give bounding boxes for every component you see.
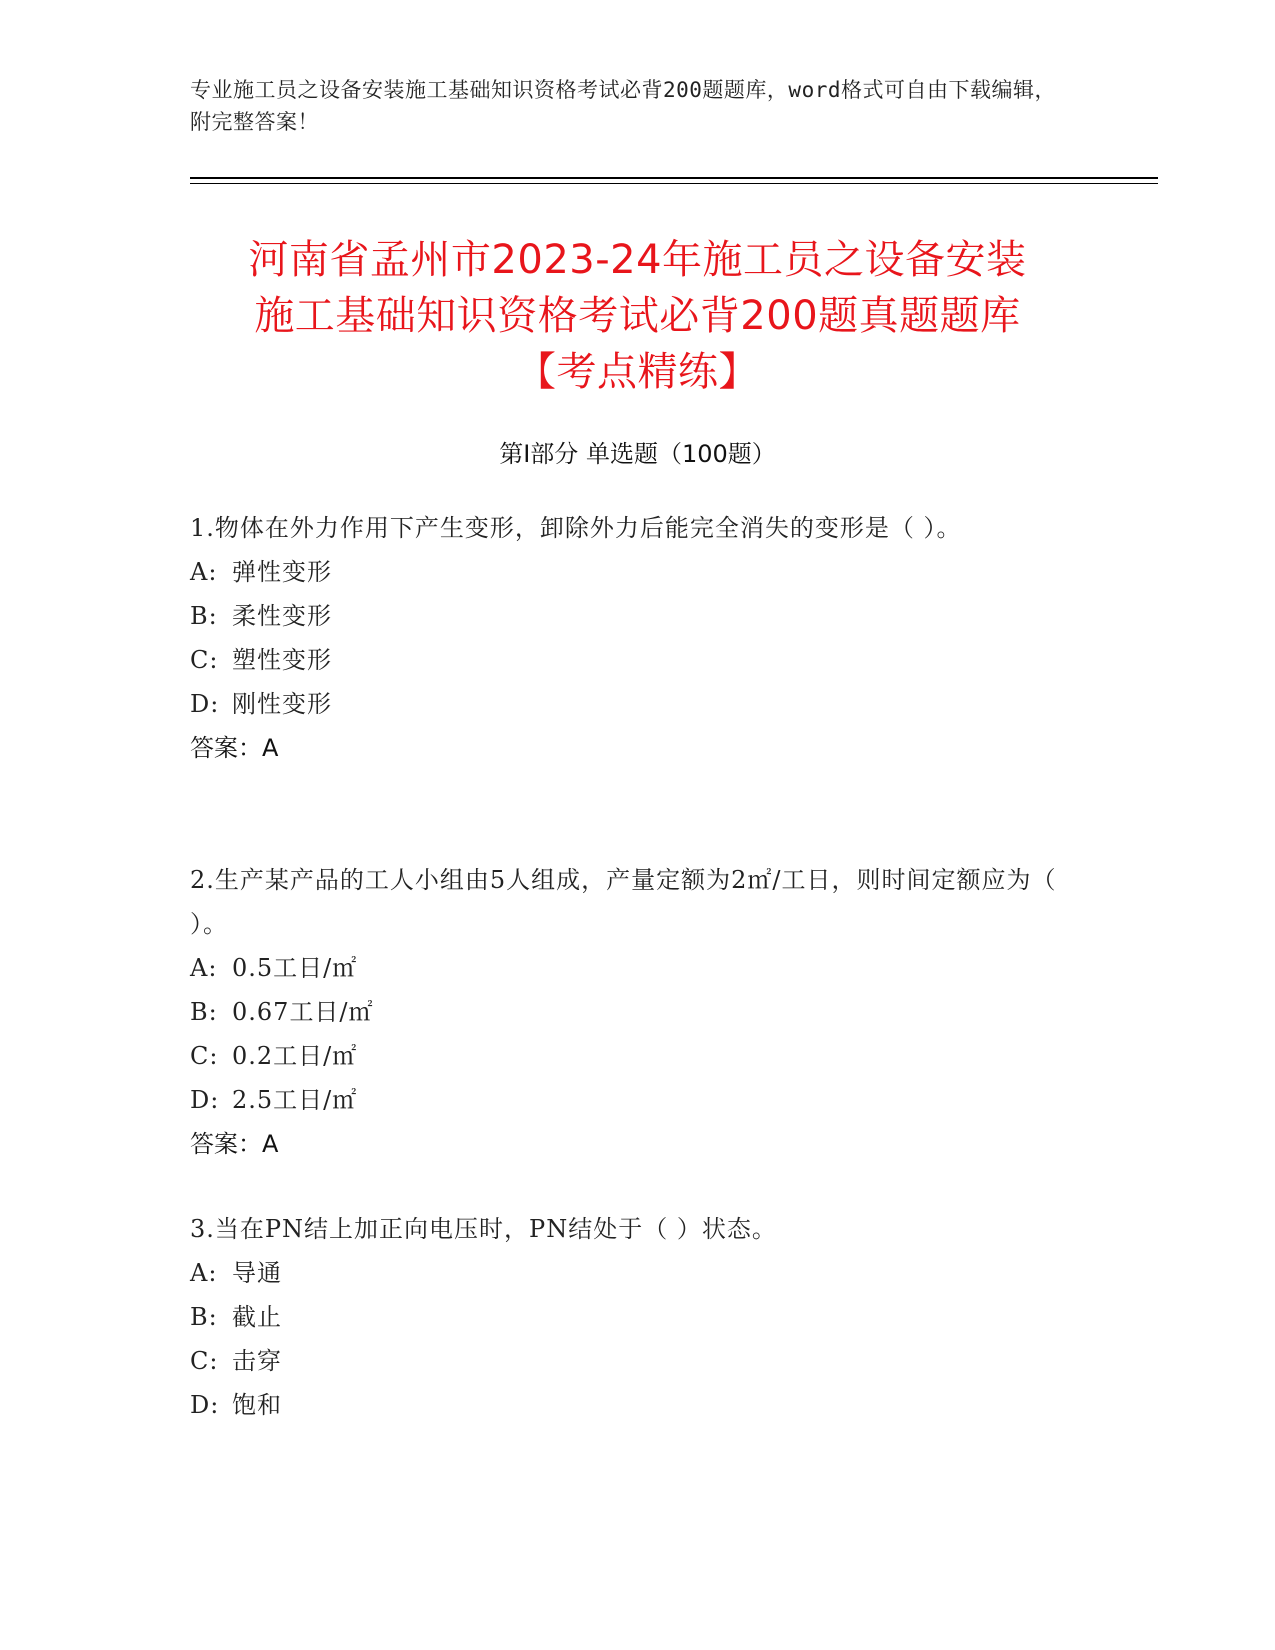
header-divider-thin [190, 183, 1158, 184]
question-stem: 1.物体在外力作用下产生变形，卸除外力后能完全消失的变形是（ ）。 [190, 514, 962, 542]
answer-line [190, 726, 1070, 770]
title-line-3: 【考点精练】 [516, 349, 759, 395]
option-text: 柔性变形 [232, 602, 332, 630]
option-letter: D: [190, 1086, 220, 1114]
option-letter: A: [190, 1259, 218, 1287]
section-heading: 第Ⅰ部分 单选题（100题） [499, 440, 776, 468]
option-letter: B: [190, 998, 218, 1026]
option-a [190, 946, 1070, 990]
option-c [190, 1339, 1070, 1383]
option-letter: C: [190, 646, 219, 674]
option-text: 饱和 [232, 1391, 282, 1419]
option-text: 2.5工日/㎡ [232, 1086, 358, 1114]
option-text: 刚性变形 [232, 690, 332, 718]
title-line-2: 施工基础知识资格考试必背200题真题题库 [254, 293, 1021, 339]
question-3 [190, 1207, 1070, 1427]
question-stem: 3.当在PN结上加正向电压时，PN结处于（ ）状态。 [190, 1215, 777, 1243]
question-1 [190, 506, 1070, 770]
option-b [190, 594, 1070, 638]
answer-value: A [262, 734, 279, 762]
option-c [190, 1034, 1070, 1078]
option-d [190, 1383, 1070, 1427]
header-note: 专业施工员之设备安装施工基础知识资格考试必背200题题库，word格式可自由下载编辑，附完整答案！ [190, 78, 1056, 134]
option-letter: D: [190, 690, 220, 718]
answer-label: 答案： [190, 734, 262, 762]
title-line-1: 河南省孟州市2023-24年施工员之设备安装 [248, 237, 1027, 283]
option-text: 截止 [232, 1303, 282, 1331]
option-letter: B: [190, 602, 218, 630]
question-2 [190, 858, 1070, 1166]
answer-label: 答案： [190, 1130, 262, 1158]
option-a [190, 550, 1070, 594]
option-c [190, 638, 1070, 682]
option-text: 击穿 [232, 1347, 282, 1375]
option-letter: A: [190, 954, 218, 982]
answer-line [190, 1122, 1070, 1166]
option-text: 弹性变形 [232, 558, 332, 586]
option-text: 塑性变形 [232, 646, 332, 674]
question-stem: 2.生产某产品的工人小组由5人组成，产量定额为2㎡/工日，则时间定额应为（ ）。 [190, 866, 1057, 938]
option-letter: C: [190, 1347, 219, 1375]
option-text: 0.67工日/㎡ [232, 998, 374, 1026]
option-text: 0.2工日/㎡ [232, 1042, 358, 1070]
option-text: 0.5工日/㎡ [232, 954, 358, 982]
answer-value: A [262, 1130, 279, 1158]
option-letter: A: [190, 558, 218, 586]
header-divider-thick [190, 177, 1158, 179]
option-letter: D: [190, 1391, 220, 1419]
document-title [150, 232, 1125, 400]
option-a [190, 1251, 1070, 1295]
option-text: 导通 [232, 1259, 282, 1287]
option-letter: B: [190, 1303, 218, 1331]
option-d [190, 682, 1070, 726]
option-d [190, 1078, 1070, 1122]
option-letter: C: [190, 1042, 219, 1070]
option-b [190, 1295, 1070, 1339]
option-b [190, 990, 1070, 1034]
